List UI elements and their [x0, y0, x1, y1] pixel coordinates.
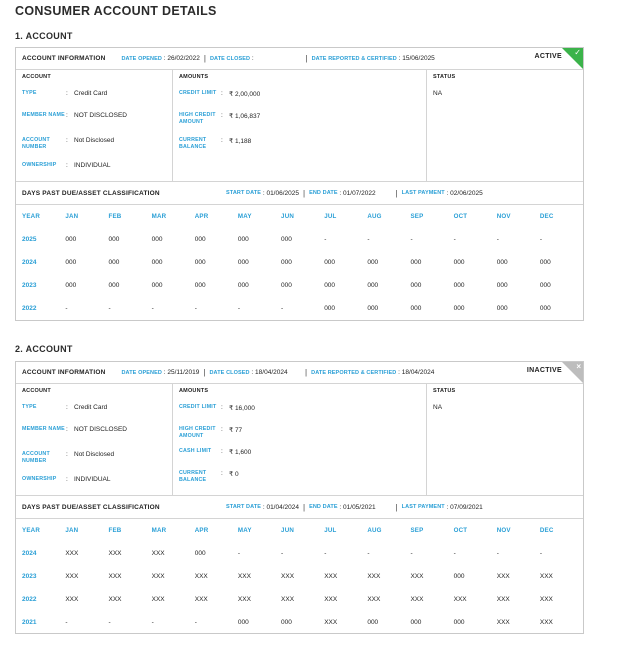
history-cell: 000 — [151, 236, 163, 243]
separator: | — [395, 502, 398, 512]
credit-limit-label: CREDIT LIMIT — [179, 404, 217, 410]
history-cell: XXX — [108, 550, 122, 557]
account-1-header — [16, 48, 583, 70]
history-row — [22, 611, 583, 634]
status-column-heading: STATUS — [433, 74, 456, 80]
history-cell: 000 — [539, 305, 551, 312]
status-column — [427, 70, 583, 181]
ownership-value: INDIVIDUAL — [74, 476, 111, 483]
current-balance-value: ₹ 0 — [229, 471, 239, 478]
account-column-heading: ACCOUNT — [22, 388, 51, 394]
end-date-value: 01/05/2021 — [343, 503, 376, 511]
colon: : — [251, 369, 254, 376]
history-cell: 000 — [108, 259, 120, 266]
colon: : — [66, 162, 68, 169]
history-year: 2022 — [22, 596, 37, 603]
credit-limit-value: ₹ 2,00,000 — [229, 91, 261, 98]
history-cell: 000 — [194, 282, 206, 289]
account-information-title: ACCOUNT INFORMATION — [22, 369, 106, 376]
history-cell: XXX — [194, 573, 208, 580]
type-value: Credit Card — [74, 90, 108, 97]
date-closed-label: DATE CLOSED — [209, 55, 251, 62]
month-header: MAY — [237, 213, 252, 220]
colon: : — [221, 90, 223, 97]
month-header: JAN — [65, 213, 79, 220]
colon: : — [163, 369, 166, 376]
history-cell: 000 — [453, 619, 465, 626]
type-label: TYPE — [22, 404, 37, 410]
colon: : — [446, 503, 449, 511]
history-row — [22, 228, 583, 251]
type-label: TYPE — [22, 90, 37, 96]
account-2-info — [16, 384, 583, 496]
high-credit-label: HIGH CREDIT AMOUNT — [179, 112, 216, 125]
date-closed-value: 18/04/2024 — [255, 369, 288, 376]
history-cell: - — [496, 550, 499, 557]
history-cell: 000 — [237, 259, 249, 266]
amounts-column — [173, 384, 427, 495]
history-cell: XXX — [108, 573, 122, 580]
history-cell: 000 — [237, 236, 249, 243]
history-cell: - — [367, 550, 370, 557]
month-header: DEC — [539, 527, 554, 534]
history-cell: XXX — [367, 596, 381, 603]
history-cell: - — [194, 305, 197, 312]
member-name-value: NOT DISCLOSED — [74, 112, 127, 119]
month-header: FEB — [108, 213, 122, 220]
history-row — [22, 274, 583, 297]
account-1-card — [15, 47, 584, 321]
member-name-label: MEMBER NAME — [22, 426, 65, 432]
history-cell: 000 — [237, 282, 249, 289]
account-number-label: ACCOUNT NUMBER — [22, 137, 50, 150]
month-header: AUG — [367, 213, 382, 220]
history-cell: 000 — [453, 305, 465, 312]
history-row — [22, 251, 583, 274]
history-cell: - — [324, 236, 327, 243]
colon: : — [66, 112, 68, 119]
account-status-badge: ACTIVE — [534, 53, 562, 60]
separator: | — [305, 54, 308, 63]
history-cell: XXX — [281, 596, 295, 603]
history-cell: 000 — [194, 259, 206, 266]
history-cell: - — [151, 305, 154, 312]
month-header: MAR — [151, 213, 167, 220]
month-header: JAN — [65, 527, 79, 534]
history-cell: 000 — [410, 305, 422, 312]
member-name-label: MEMBER NAME — [22, 112, 65, 118]
history-cell: - — [324, 550, 327, 557]
payment-history-grid — [16, 205, 583, 320]
history-cell: 000 — [367, 305, 379, 312]
colon: : — [66, 451, 68, 458]
account-number-label: ACCOUNT NUMBER — [22, 451, 50, 464]
last-payment-label: LAST PAYMENT — [401, 504, 445, 510]
account-information-title: ACCOUNT INFORMATION — [22, 55, 106, 62]
history-cell: - — [65, 619, 68, 626]
month-header: JUL — [324, 527, 337, 534]
status-column-heading: STATUS — [433, 388, 456, 394]
colon: : — [66, 90, 68, 97]
colon: : — [339, 503, 342, 511]
history-cell: 000 — [108, 282, 120, 289]
colon: : — [251, 55, 254, 62]
month-header: APR — [194, 213, 209, 220]
history-cell: 000 — [65, 236, 77, 243]
colon: : — [221, 470, 223, 477]
history-cell: XXX — [194, 596, 208, 603]
history-cell: 000 — [453, 259, 465, 266]
status-value: NA — [433, 404, 443, 411]
history-cell: XXX — [151, 573, 165, 580]
history-cell: XXX — [453, 596, 467, 603]
colon: : — [66, 404, 68, 411]
history-year: 2021 — [22, 619, 37, 626]
date-opened-value: 26/02/2022 — [167, 55, 200, 62]
month-header: APR — [194, 527, 209, 534]
colon: : — [446, 189, 449, 197]
dpd-header — [16, 496, 583, 519]
history-cell: XXX — [410, 573, 424, 580]
history-cell: XXX — [237, 573, 251, 580]
history-cell: - — [281, 550, 284, 557]
history-cell: 000 — [410, 282, 422, 289]
member-name-value: NOT DISCLOSED — [74, 426, 127, 433]
history-cell: - — [108, 619, 111, 626]
month-header: JUN — [281, 527, 295, 534]
month-header: JUN — [281, 213, 295, 220]
history-year: 2023 — [22, 282, 37, 289]
date-closed-label: DATE CLOSED — [209, 369, 250, 376]
history-cell: XXX — [367, 573, 381, 580]
history-cell: - — [453, 236, 456, 243]
history-cell: - — [194, 619, 197, 626]
history-cell: 000 — [324, 259, 336, 266]
separator: | — [395, 188, 398, 198]
history-cell: XXX — [65, 596, 79, 603]
history-cell: XXX — [237, 596, 251, 603]
history-cell: - — [453, 550, 456, 557]
history-header-row — [22, 519, 583, 542]
separator: | — [305, 368, 308, 377]
type-value: Credit Card — [74, 404, 108, 411]
colon: : — [66, 137, 68, 144]
history-cell: - — [539, 550, 543, 557]
history-cell: 000 — [410, 259, 422, 266]
month-header: OCT — [453, 213, 468, 220]
status-column — [427, 384, 583, 495]
colon: : — [221, 137, 223, 144]
account-column — [16, 70, 173, 181]
month-header: OCT — [453, 527, 468, 534]
last-payment-value: 07/09/2021 — [450, 503, 483, 511]
history-cell: XXX — [496, 596, 510, 603]
history-cell: XXX — [324, 596, 338, 603]
account-2-card — [15, 361, 584, 634]
separator: | — [203, 368, 206, 377]
history-cell: 000 — [453, 573, 465, 580]
start-date-value: 01/04/2024 — [266, 503, 299, 511]
month-header: JUL — [324, 213, 337, 220]
account-2-header — [16, 362, 583, 384]
history-cell: 000 — [539, 282, 551, 289]
month-header: MAR — [151, 527, 167, 534]
date-reported-label: DATE REPORTED & CERTIFIED — [311, 369, 397, 376]
credit-limit-label: CREDIT LIMIT — [179, 90, 217, 96]
history-cell: 000 — [108, 236, 120, 243]
separator: | — [303, 188, 306, 198]
history-cell: - — [151, 619, 154, 626]
colon: : — [221, 112, 223, 119]
history-cell: 000 — [281, 619, 292, 626]
history-cell: XXX — [410, 596, 424, 603]
close-icon: × — [576, 362, 581, 371]
history-cell: 000 — [367, 259, 379, 266]
history-cell: XXX — [65, 573, 79, 580]
separator: | — [203, 54, 206, 63]
history-row — [22, 588, 583, 611]
history-cell: XXX — [151, 550, 165, 557]
month-header: DEC — [539, 213, 554, 220]
history-cell: 000 — [324, 305, 336, 312]
history-cell: - — [237, 305, 241, 312]
history-cell: 000 — [496, 305, 508, 312]
colon: : — [163, 55, 166, 62]
history-cell: 000 — [194, 550, 206, 557]
end-date-label: END DATE — [309, 190, 338, 196]
history-cell: - — [496, 236, 499, 243]
payment-history-grid — [16, 519, 583, 634]
history-cell: XXX — [108, 596, 122, 603]
history-cell: 000 — [453, 282, 465, 289]
history-year: 2024 — [22, 550, 37, 557]
date-opened-label: DATE OPENED — [121, 55, 162, 62]
history-cell: 000 — [194, 236, 206, 243]
account-1-info — [16, 70, 583, 182]
history-cell: XXX — [496, 619, 510, 626]
credit-limit-value: ₹ 16,000 — [229, 405, 255, 412]
ownership-label: OWNERSHIP — [22, 162, 57, 168]
history-year: 2024 — [22, 259, 37, 266]
colon: : — [221, 404, 223, 411]
current-balance-label: CURRENT BALANCE — [179, 470, 207, 483]
history-row — [22, 297, 583, 320]
history-cell: XXX — [281, 573, 295, 580]
history-row — [22, 542, 583, 565]
history-cell: XXX — [539, 619, 553, 626]
account-2-section-title: 2. ACCOUNT — [15, 344, 73, 354]
history-cell: - — [108, 305, 111, 312]
last-payment-label: LAST PAYMENT — [401, 190, 445, 196]
history-cell: - — [539, 236, 543, 243]
colon: : — [66, 426, 68, 433]
month-header: MAY — [237, 527, 252, 534]
page-title: CONSUMER ACCOUNT DETAILS — [15, 4, 217, 18]
history-cell: - — [65, 305, 68, 312]
history-cell: XXX — [496, 573, 510, 580]
history-cell: 000 — [367, 282, 379, 289]
month-header: SEP — [410, 213, 424, 220]
history-cell: 000 — [65, 282, 77, 289]
high-credit-value: ₹ 1,06,837 — [229, 113, 261, 120]
account-1-section-title: 1. ACCOUNT — [15, 31, 73, 41]
end-date-label: END DATE — [309, 504, 338, 510]
amounts-column-heading: AMOUNTS — [179, 388, 209, 394]
cash-limit-value: ₹ 1,600 — [229, 449, 252, 456]
history-cell: - — [367, 236, 370, 243]
cash-limit-label: CASH LIMIT — [179, 448, 212, 454]
history-year: 2023 — [22, 573, 37, 580]
colon: : — [262, 503, 265, 511]
date-opened-value: 25/11/2019 — [167, 369, 200, 376]
month-header: FEB — [108, 527, 122, 534]
history-cell: 000 — [65, 259, 77, 266]
current-balance-label: CURRENT BALANCE — [179, 137, 207, 150]
history-cell: XXX — [151, 596, 165, 603]
history-cell: XXX — [539, 596, 553, 603]
account-number-value: Not Disclosed — [74, 137, 115, 144]
current-balance-value: ₹ 1,188 — [229, 138, 252, 145]
history-cell: 000 — [281, 259, 292, 266]
colon: : — [66, 476, 68, 483]
history-cell: XXX — [324, 619, 338, 626]
history-cell: 000 — [367, 619, 379, 626]
colon: : — [221, 426, 223, 433]
end-date-value: 01/07/2022 — [343, 189, 376, 197]
history-cell: - — [237, 550, 241, 557]
date-reported-label: DATE REPORTED & CERTIFIED — [311, 55, 397, 62]
history-cell: 000 — [539, 259, 551, 266]
account-number-value: Not Disclosed — [74, 451, 115, 458]
colon: : — [339, 189, 342, 197]
ownership-label: OWNERSHIP — [22, 476, 57, 482]
start-date-value: 01/06/2025 — [266, 189, 299, 197]
high-credit-label: HIGH CREDIT AMOUNT — [179, 426, 216, 439]
history-cell: 000 — [496, 282, 508, 289]
history-cell: XXX — [324, 573, 338, 580]
history-cell: XXX — [539, 573, 553, 580]
month-header: AUG — [367, 527, 382, 534]
last-payment-value: 02/06/2025 — [450, 189, 483, 197]
history-cell: 000 — [281, 282, 292, 289]
history-cell: 000 — [151, 282, 163, 289]
colon: : — [398, 369, 400, 376]
ownership-value: INDIVIDUAL — [74, 162, 111, 169]
account-column — [16, 384, 173, 495]
history-cell: - — [410, 236, 413, 243]
month-header: NOV — [496, 213, 511, 220]
month-header: YEAR — [22, 527, 40, 534]
history-cell: 000 — [410, 619, 422, 626]
date-reported-value: 18/04/2024 — [401, 369, 435, 376]
history-year: 2025 — [22, 236, 37, 243]
month-header: SEP — [410, 527, 424, 534]
dpd-title: DAYS PAST DUE/ASSET CLASSIFICATION — [22, 503, 160, 511]
month-header: NOV — [496, 527, 511, 534]
account-column-heading: ACCOUNT — [22, 74, 51, 80]
history-year: 2022 — [22, 305, 37, 312]
history-cell: - — [410, 550, 413, 557]
date-reported-value: 15/06/2025 — [402, 55, 435, 62]
start-date-label: START DATE — [226, 504, 262, 510]
status-value: NA — [433, 90, 443, 97]
history-row — [22, 565, 583, 588]
history-cell: 000 — [324, 282, 336, 289]
history-cell: XXX — [65, 550, 79, 557]
history-cell: - — [281, 305, 284, 312]
account-status-badge: INACTIVE — [526, 367, 562, 374]
history-cell: 000 — [496, 259, 508, 266]
check-icon: ✓ — [574, 48, 581, 57]
start-date-label: START DATE — [226, 190, 262, 196]
colon: : — [221, 448, 223, 455]
separator: | — [303, 502, 306, 512]
high-credit-value: ₹ 77 — [229, 427, 243, 434]
amounts-column-heading: AMOUNTS — [179, 74, 209, 80]
month-header: YEAR — [22, 213, 40, 220]
history-cell: 000 — [151, 259, 163, 266]
colon: : — [262, 189, 265, 197]
history-header-row — [22, 205, 583, 228]
dpd-title: DAYS PAST DUE/ASSET CLASSIFICATION — [22, 189, 160, 197]
colon: : — [398, 55, 401, 62]
amounts-column — [173, 70, 427, 181]
history-cell: 000 — [281, 236, 292, 243]
history-cell: 000 — [237, 619, 249, 626]
dpd-header — [16, 182, 583, 205]
date-opened-label: DATE OPENED — [121, 369, 162, 376]
